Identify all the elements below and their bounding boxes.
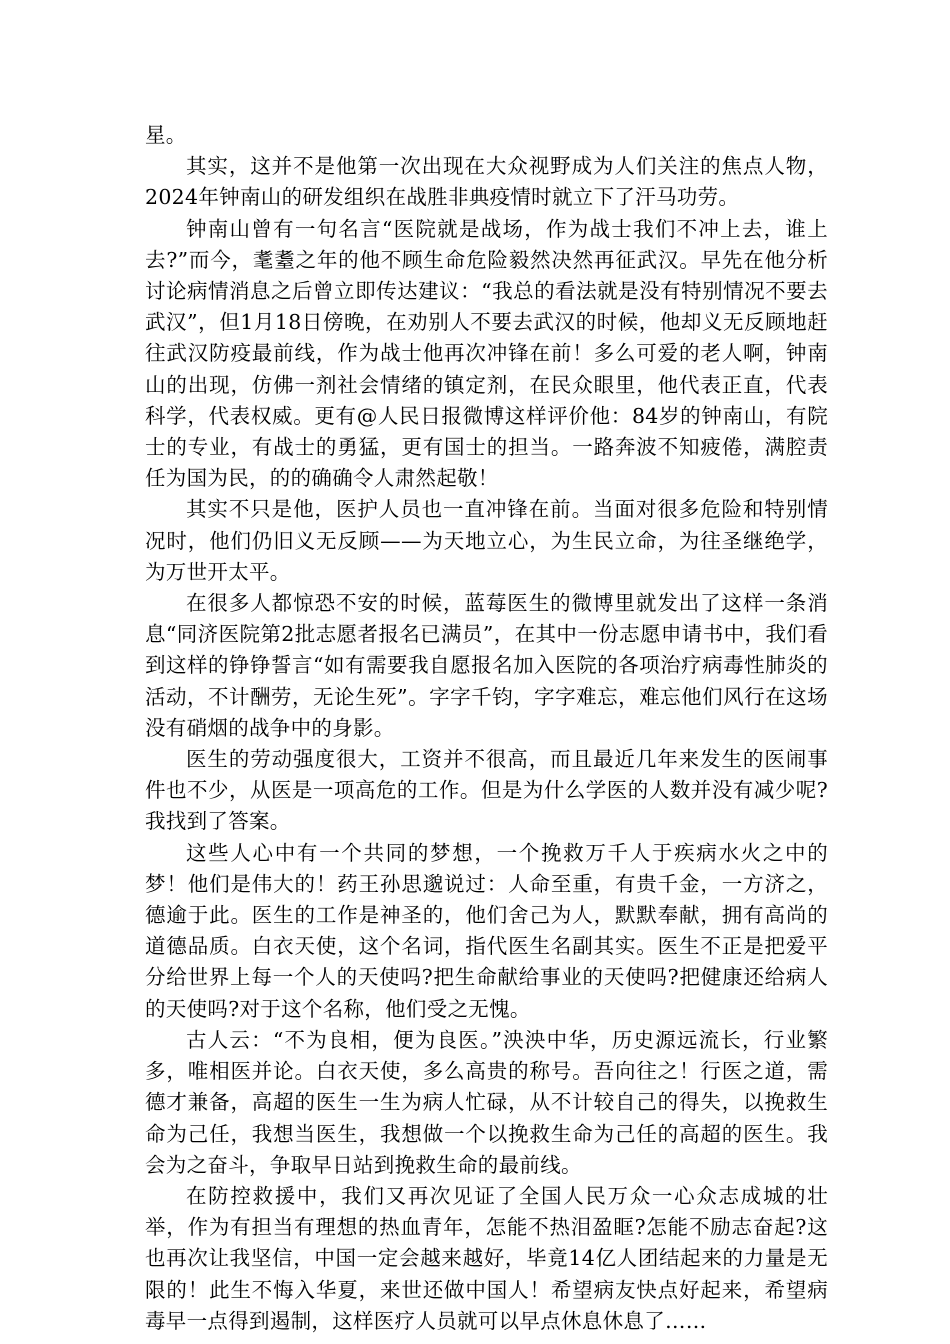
paragraph: 这些人心中有一个共同的梦想，一个挽救万千人于疾病水火之中的梦！他们是伟大的！药王孙思邈说过：人命至重，有贵千金，一方济之，德逾于此。医生的工作是神圣的，他们舍己为人，默默奉献，拥有高尚的道德品质。白衣天使，这个名词，指代医生名副其实。医生不正是把爱平分给世界上每一个人的天使吗?把生命献给事业的天使吗?把健康还给病人的天使吗?对于这个名称，他们受之无愧。 (145, 840, 828, 1021)
paragraph-continuation: 星。 (145, 123, 187, 147)
paragraph: 古人云：“不为良相，便为良医。”泱泱中华，历史源远流长，行业繁多，唯相医并论。白衣天使，多么高贵的称号。吾向往之！行医之道，需德才兼备，高超的医生一生为病人忙碌，从不计较自己的得失，以挽救生命为己任，我想当医生，我想做一个以挽救生命为己任的高超的医生。我会为之奋斗，争取早日站到挽救生命的最前线。 (145, 1027, 828, 1177)
document-body (145, 120, 828, 1337)
paragraph: 在防控救援中，我们又再次见证了全国人民万众一心众志成城的壮举，作为有担当有理想的热血青年，怎能不热泪盈眶?怎能不励志奋起?这也再次让我坚信，中国一定会越来越好，毕竟14亿人团结起来的力量是无限的！此生不悔入华夏，来世还做中国人！希望病友快点好起来，希望病毒早一点得到遏制，这样医疗人员就可以早点休息休息了…… (145, 1183, 828, 1333)
paragraph: 在很多人都惊恐不安的时候，蓝莓医生的微博里就发出了这样一条消息“同济医院第2批志愿者报名已满员”，在其中一份志愿申请书中，我们看到这样的铮铮誓言“如有需要我自愿报名加入医院的各项治疗病毒性肺炎的活动，不计酬劳，无论生死”。字字千钧，字字难忘，难忘他们风行在这场没有硝烟的战争中的身影。 (145, 591, 828, 740)
paragraph: 其实，这并不是他第一次出现在大众视野成为人们关注的焦点人物，2024年钟南山的研发组织在战胜非典疫情时就立下了汗马功劳。 (145, 154, 828, 210)
paragraph: 钟南山曾有一句名言“医院就是战场，作为战士我们不冲上去，谁上去?”而今，耄耋之年的他不顾生命危险毅然决然再征武汉。早先在他分析讨论病情消息之后曾立即传达建议：“我总的看法就是没有特别情况不要去武汉”，但1月18日傍晚，在劝别人不要去武汉的时候，他却义无反顾地赶往武汉防疫最前线，作为战士他再次冲锋在前！多么可爱的老人啊，钟南山的出现，仿佛一剂社会情绪的镇定剂，在民众眼里，他代表正直，代表科学，代表权威。更有@人民日报微博这样评价他：84岁的钟南山，有院士的专业，有战士的勇猛，更有国士的担当。一路奔波不知疲倦，满腔责任为国为民，的的确确令人肃然起敬！ (145, 216, 828, 491)
paragraph: 其实不只是他，医护人员也一直冲锋在前。当面对很多危险和特别情况时，他们仍旧义无反顾——为天地立心，为生民立命，为往圣继绝学，为万世开太平。 (145, 497, 828, 584)
paragraph: 医生的劳动强度很大，工资并不很高，而且最近几年来发生的医闹事件也不少，从医是一项高危的工作。但是为什么学医的人数并没有减少呢?我找到了答案。 (145, 747, 828, 834)
